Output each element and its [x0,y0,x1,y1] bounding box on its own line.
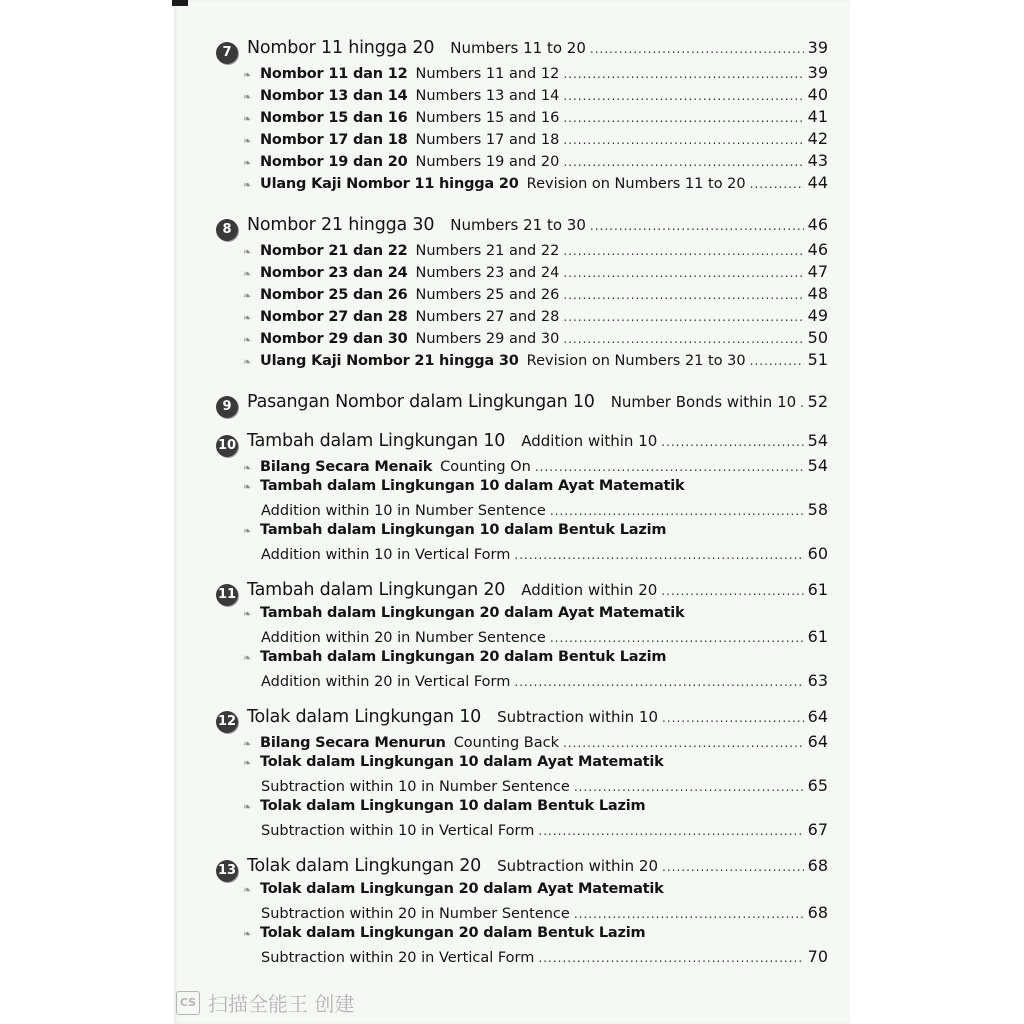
subtopic-title-ms: Tambah dalam Lingkungan 20 dalam Bentuk Lazim [260,649,667,665]
dot-leader [535,460,804,474]
subtopic-title-ms: Nombor 17 dan 18 [260,132,408,148]
chapter-title-en: Number Bonds within 10 [610,393,797,411]
bow-bullet-icon: ❧ [243,929,252,940]
subtopic-title-ms: Nombor 25 dan 26 [260,287,408,303]
bow-bullet-icon: ❧ [243,463,252,474]
subtopic-title-ms: Tambah dalam Lingkungan 10 dalam Bentuk Lazim [260,522,667,538]
dot-leader [563,67,804,81]
chapter-section [216,580,828,707]
subtopic-title-en: Addition within 20 in Vertical Form [261,674,511,690]
bow-bullet-icon: ❧ [243,653,252,664]
subtopic-entry-continued [216,671,828,693]
watermark-text: 扫描全能王 创建 [208,992,355,1016]
bow-bullet-icon: ❧ [243,526,252,537]
chapter-title-en: Subtraction within 10 [497,708,658,726]
chapter-section [216,431,828,580]
subtopic-entry [216,63,828,85]
dot-leader [590,219,804,233]
chapter-title-ms: Nombor 11 hingga 20 [247,38,435,58]
subtopic-title-en: Numbers 19 and 20 [415,154,560,170]
subtopic-title-ms: Bilang Secara Menaik [260,459,433,475]
bow-bullet-icon: ❧ [243,180,252,191]
subtopic-entry-continued [216,947,828,969]
page-number: 51 [807,350,828,369]
bow-bullet-icon: ❧ [243,92,252,103]
subtopic-title-en: Addition within 10 in Vertical Form [261,547,511,563]
bow-bullet-icon: ❧ [243,291,252,302]
subtopic-title-en: Numbers 25 and 26 [415,287,560,303]
page-number: 41 [807,107,828,126]
page-number: 46 [807,215,828,234]
dot-leader [550,504,804,518]
dot-leader [563,111,804,125]
camscanner-logo-icon: CS [176,991,200,1015]
dot-leader [590,42,804,56]
page-number: 50 [807,328,828,347]
chapter-heading [216,38,828,63]
page-number: 54 [807,456,828,475]
bow-bullet-icon: ❧ [243,802,252,813]
dot-leader [750,354,804,368]
subtopic-title-en: Subtraction within 20 in Number Sentence [261,906,570,922]
background-right [850,0,1024,1024]
subtopic-entry [216,798,828,820]
subtopic-entry-continued [216,820,828,842]
page-number: 43 [807,151,828,170]
page-number: 44 [807,173,828,192]
section-spacer [216,693,828,707]
subtopic-title-ms: Nombor 27 dan 28 [260,309,408,325]
chapter-section [216,38,828,215]
subtopic-title-en: Addition within 10 in Number Sentence [261,503,546,519]
chapter-number-badge: 9 [216,396,238,418]
dot-leader [574,907,804,921]
table-of-contents [216,38,828,969]
subtopic-title-en: Subtraction within 20 in Vertical Form [261,950,535,966]
subtopic-title-ms: Nombor 15 dan 16 [260,110,408,126]
subtopic-entry-continued [216,903,828,925]
page-number: 60 [807,544,828,563]
subtopic-title-ms: Tambah dalam Lingkungan 20 dalam Ayat Matematik [260,605,685,621]
page-number: 54 [807,431,828,450]
subtopic-entry [216,732,828,754]
chapter-title-en: Addition within 20 [521,581,658,599]
page-number: 64 [807,732,828,751]
chapter-title-en: Subtraction within 20 [497,857,658,875]
dot-leader [514,548,804,562]
chapter-number-badge: 7 [216,42,238,64]
page-number: 52 [807,392,828,411]
bow-bullet-icon: ❧ [243,609,252,620]
dot-leader [538,824,804,838]
chapter-title-en: Numbers 11 to 20 [450,39,586,57]
dot-leader [563,310,804,324]
chapter-title-en: Numbers 21 to 30 [450,216,586,234]
dot-leader [563,244,804,258]
subtopic-entry-continued [216,544,828,566]
chapter-number-badge: 8 [216,219,238,241]
chapter-title-en: Addition within 10 [521,432,658,450]
subtopic-title-ms: Tolak dalam Lingkungan 20 dalam Ayat Matematik [260,881,664,897]
page-corner-mark [172,0,188,6]
bow-bullet-icon: ❧ [243,70,252,81]
bow-bullet-icon: ❧ [243,885,252,896]
subtopic-entry [216,240,828,262]
section-spacer [216,372,828,392]
dot-leader [563,89,804,103]
chapter-title-ms: Tolak dalam Lingkungan 10 [247,707,482,727]
subtopic-title-ms: Nombor 11 dan 12 [260,66,408,82]
chapter-heading [216,215,828,240]
subtopic-entry [216,522,828,544]
dot-leader [563,736,804,750]
page-number: 61 [807,627,828,646]
subtopic-title-en: Subtraction within 10 in Number Sentence [261,779,570,795]
bow-bullet-icon: ❧ [243,739,252,750]
bow-bullet-icon: ❧ [243,758,252,769]
subtopic-entry [216,262,828,284]
chapter-heading [216,856,828,881]
subtopic-title-en: Numbers 13 and 14 [415,88,560,104]
subtopic-title-en: Numbers 11 and 12 [415,66,560,82]
subtopic-title-ms: Nombor 23 dan 24 [260,265,408,281]
subtopic-title-en: Numbers 27 and 28 [415,309,560,325]
subtopic-entry [216,456,828,478]
subtopic-title-ms: Ulang Kaji Nombor 11 hingga 20 [260,176,519,192]
subtopic-entry [216,306,828,328]
bow-bullet-icon: ❧ [243,357,252,368]
subtopic-entry [216,85,828,107]
page-number: 68 [807,856,828,875]
dot-leader [563,332,804,346]
bow-bullet-icon: ❧ [243,335,252,346]
bow-bullet-icon: ❧ [243,247,252,258]
subtopic-title-ms: Tambah dalam Lingkungan 10 dalam Ayat Matematik [260,478,685,494]
subtopic-entry [216,328,828,350]
subtopic-entry [216,925,828,947]
subtopic-entry [216,173,828,195]
dot-leader [563,266,804,280]
chapter-number-badge: 11 [216,584,238,606]
chapter-section [216,707,828,856]
subtopic-title-ms: Bilang Secara Menurun [260,735,446,751]
chapter-section [216,392,828,431]
dot-leader [662,860,804,874]
bow-bullet-icon: ❧ [243,269,252,280]
subtopic-entry [216,107,828,129]
subtopic-title-en: Numbers 23 and 24 [415,265,560,281]
section-spacer [216,842,828,856]
page-number: 42 [807,129,828,148]
chapter-title-ms: Pasangan Nombor dalam Lingkungan 10 [247,392,595,412]
dot-leader [514,675,804,689]
subtopic-title-en: Addition within 20 in Number Sentence [261,630,546,646]
bow-bullet-icon: ❧ [243,482,252,493]
bow-bullet-icon: ❧ [243,158,252,169]
subtopic-entry [216,754,828,776]
chapter-section [216,856,828,969]
subtopic-title-en: Numbers 21 and 22 [415,243,560,259]
dot-leader [563,288,804,302]
page-number: 67 [807,820,828,839]
chapter-heading [216,580,828,605]
chapter-heading [216,392,828,417]
dot-leader [538,951,804,965]
subtopic-entry [216,151,828,173]
subtopic-entry [216,605,828,627]
page-number: 65 [807,776,828,795]
subtopic-title-en: Subtraction within 10 in Vertical Form [261,823,535,839]
subtopic-title-en: Counting Back [453,735,559,751]
page-number: 61 [807,580,828,599]
dot-leader [661,435,804,449]
subtopic-title-ms: Tolak dalam Lingkungan 20 dalam Bentuk Lazim [260,925,646,941]
page-number: 46 [807,240,828,259]
bow-bullet-icon: ❧ [243,136,252,147]
page-number: 64 [807,707,828,726]
page-number: 49 [807,306,828,325]
subtopic-entry [216,478,828,500]
subtopic-entry [216,881,828,903]
dot-leader [662,711,804,725]
subtopic-entry [216,350,828,372]
page-number: 47 [807,262,828,281]
dot-leader [574,780,804,794]
subtopic-title-en: Numbers 17 and 18 [415,132,560,148]
page-number: 58 [807,500,828,519]
subtopic-entry-continued [216,500,828,522]
section-spacer [216,195,828,215]
dot-leader [800,396,804,410]
chapter-title-ms: Nombor 21 hingga 30 [247,215,435,235]
subtopic-title-ms: Nombor 21 dan 22 [260,243,408,259]
subtopic-title-en: Numbers 15 and 16 [415,110,560,126]
subtopic-entry [216,284,828,306]
dot-leader [563,133,804,147]
chapter-heading [216,707,828,732]
subtopic-title-en: Numbers 29 and 30 [415,331,560,347]
section-spacer [216,417,828,431]
page-number: 68 [807,903,828,922]
chapter-number-badge: 13 [216,860,238,882]
section-spacer [216,566,828,580]
page-number: 70 [807,947,828,966]
subtopic-title-ms: Nombor 13 dan 14 [260,88,408,104]
chapter-number-badge: 12 [216,711,238,733]
subtopic-title-ms: Ulang Kaji Nombor 21 hingga 30 [260,353,519,369]
chapter-title-ms: Tambah dalam Lingkungan 10 [247,431,506,451]
chapter-section [216,215,828,392]
page-number: 39 [807,63,828,82]
subtopic-title-en: Revision on Numbers 11 to 20 [526,176,746,192]
dot-leader [661,584,804,598]
subtopic-title-ms: Nombor 29 dan 30 [260,331,408,347]
bow-bullet-icon: ❧ [243,313,252,324]
chapter-number-badge: 10 [216,435,238,457]
page-number: 40 [807,85,828,104]
page-number: 63 [807,671,828,690]
page-number: 48 [807,284,828,303]
subtopic-entry-continued [216,627,828,649]
subtopic-title-ms: Nombor 19 dan 20 [260,154,408,170]
subtopic-title-en: Revision on Numbers 21 to 30 [526,353,746,369]
bow-bullet-icon: ❧ [243,114,252,125]
scanner-watermark [176,988,354,1017]
subtopic-entry [216,129,828,151]
chapter-title-ms: Tolak dalam Lingkungan 20 [247,856,482,876]
dot-leader [563,155,804,169]
chapter-heading [216,431,828,456]
chapter-title-ms: Tambah dalam Lingkungan 20 [247,580,506,600]
subtopic-entry [216,649,828,671]
subtopic-title-ms: Tolak dalam Lingkungan 10 dalam Bentuk Lazim [260,798,646,814]
page-number: 39 [807,38,828,57]
dot-leader [750,177,804,191]
subtopic-title-ms: Tolak dalam Lingkungan 10 dalam Ayat Matematik [260,754,664,770]
subtopic-entry-continued [216,776,828,798]
dot-leader [550,631,804,645]
subtopic-title-en: Counting On [440,459,531,475]
